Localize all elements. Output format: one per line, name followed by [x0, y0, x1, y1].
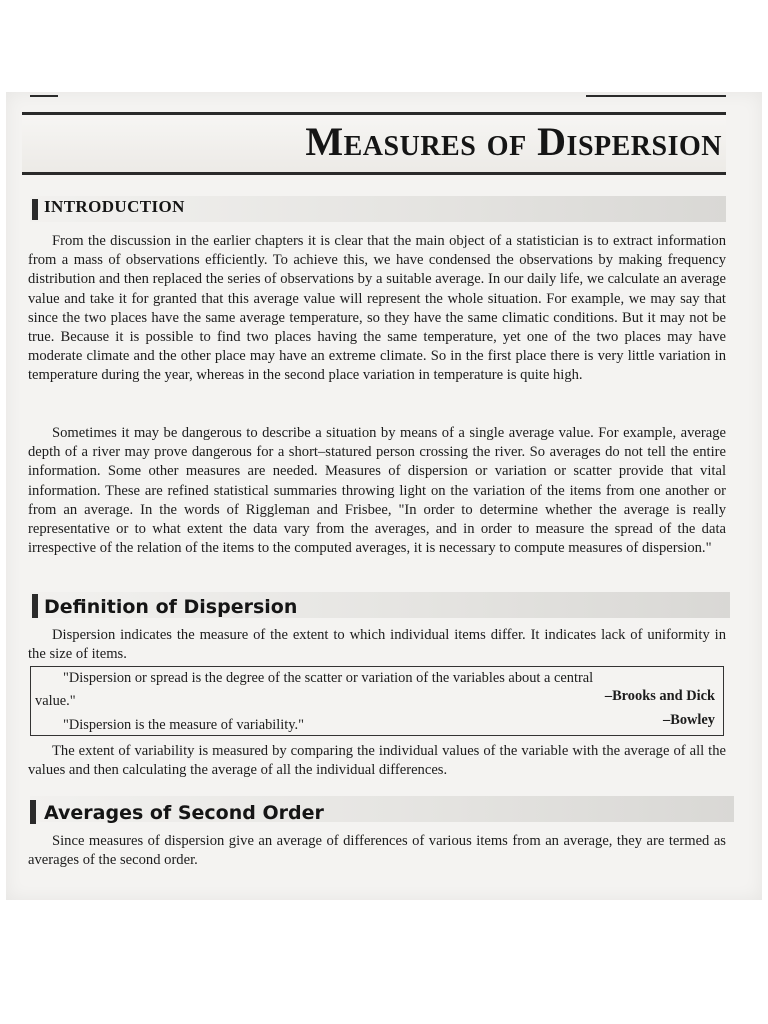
definition-intro-text: Dispersion indicates the measure of the extent to which individual items differ. It indicates lack of uniformity in the size of items. — [28, 627, 726, 663]
quote-1-line-2: value." — [35, 693, 76, 709]
introduction-paragraph-2-text: Sometimes it may be dangerous to describe a situation by means of a single average value. For example, average depth of a river may prove dangerous for a short–statured person crossing the river. So averages do not tell the entire information. Some other measures are needed. Measures of dispersion or variation or scatter provide that vital information. These are refined statistical summaries throwing light on the variation of the items from one another or from an average. In the words of Riggleman and Frisbee, "In order to determine whether the average is really representative or to what extent the data vary from the averages, and in order to measure the spread of the data irrespective of the relation of the items to the computed averages, it is necessary to compute measures of dispersion." — [28, 425, 726, 557]
averages-heading-marker — [30, 800, 36, 824]
definition-quote-box — [30, 666, 724, 736]
definition-outro-text: The extent of variability is measured by comparing the individual values of the variable with the average of all the values and then calculating the average of all the individual differences. — [28, 743, 726, 779]
title-top-rule — [22, 112, 726, 115]
quote-1-line-1: "Dispersion or spread is the degree of the scatter or variation of the variables about a central — [63, 670, 594, 686]
introduction-heading-marker — [32, 199, 38, 220]
introduction-paragraph-1 — [28, 232, 726, 386]
definition-intro — [28, 626, 726, 664]
averages-heading: Averages of Second Order — [44, 802, 324, 824]
introduction-heading: INTRODUCTION — [44, 197, 185, 216]
quote-1-attribution: –Brooks and Dick — [604, 688, 715, 704]
quote-2-line-1: "Dispersion is the measure of variability." — [63, 717, 305, 733]
top-right-rule — [586, 95, 726, 97]
introduction-paragraph-1-text: From the discussion in the earlier chapters it is clear that the main object of a statistician is to extract information from a mass of observations efficiently. To achieve this, we have condensed the observations by making frequency distribution and then replaced the series of observations by a suitable average. In our daily life, we calculate an average value and take it for granted that this average value will represent the whole situation. For example, we may say that since the two places have the same average temperature, so they have the same climatic conditions. But it may not be true. Because it is possible to find two places having the same temperature, yet one of the two places may have moderate climate and the other place may have an extreme climate. So in the first place there is very little variation in temperature during the year, whereas in the second place variation in temperature is quite high. — [28, 233, 726, 384]
top-left-rule — [30, 95, 58, 97]
title-bottom-rule — [22, 172, 726, 175]
definition-outro — [28, 742, 726, 780]
definition-heading-marker — [32, 594, 38, 618]
averages-paragraph-text: Since measures of dispersion give an average of differences of various items from an average, they are termed as averages of the second order. — [28, 833, 726, 869]
averages-paragraph — [28, 832, 726, 870]
quote-2-attribution: –Bowley — [663, 712, 715, 728]
chapter-title: Measures of Dispersion — [305, 119, 722, 164]
introduction-paragraph-2 — [28, 424, 726, 558]
definition-heading: Definition of Dispersion — [44, 596, 298, 618]
